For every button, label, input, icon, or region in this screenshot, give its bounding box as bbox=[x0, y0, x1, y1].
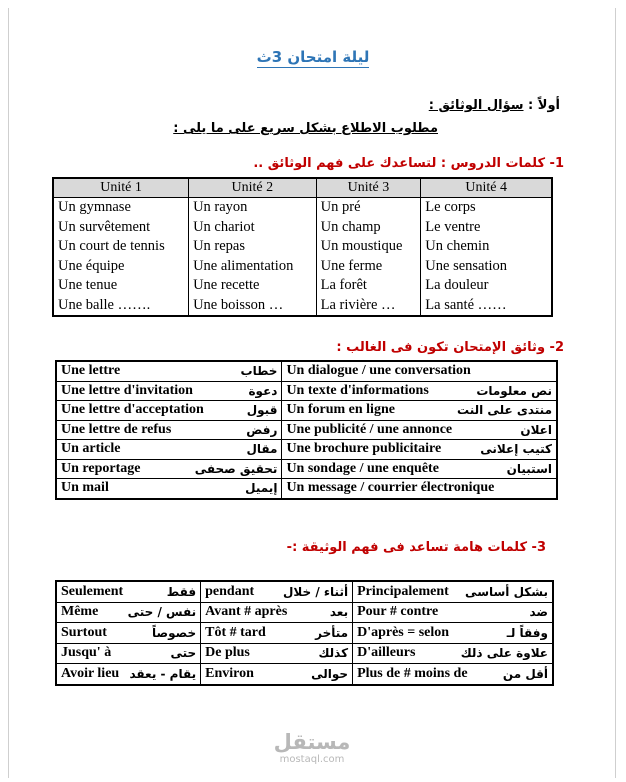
table-cell bbox=[282, 459, 557, 479]
arabic-term: خصوصاً bbox=[152, 625, 197, 640]
french-term: Un message / courrier électronique bbox=[286, 480, 495, 496]
arabic-term: فقط bbox=[166, 584, 197, 599]
table-cell bbox=[282, 361, 557, 381]
french-term: Un forum en ligne bbox=[286, 402, 395, 418]
french-term: De plus bbox=[205, 645, 250, 661]
arabic-term: أثناء / خلال bbox=[283, 584, 349, 599]
header-cell: Unité 2 bbox=[189, 178, 317, 198]
table-cell bbox=[56, 420, 282, 440]
table-cell bbox=[353, 581, 553, 602]
section-heading bbox=[429, 98, 560, 113]
arabic-term: قبول bbox=[246, 403, 278, 418]
table-cell bbox=[353, 643, 553, 664]
table-cell bbox=[282, 479, 557, 499]
french-term: Un dialogue / une conversation bbox=[286, 363, 471, 379]
table-cell: La rivière … bbox=[316, 296, 421, 317]
french-term: D'après = selon bbox=[357, 624, 450, 640]
french-term: pendant bbox=[205, 583, 255, 599]
table-row bbox=[53, 257, 552, 277]
instruction: مطلوب الاطلاع بشكل سريع على ما يلى : bbox=[173, 121, 438, 136]
table-cell bbox=[56, 361, 282, 381]
table-cell bbox=[56, 440, 282, 460]
arabic-term: منتدى على النت bbox=[457, 403, 552, 418]
table-cell bbox=[353, 602, 553, 623]
table-cell bbox=[56, 664, 201, 685]
table-cell: Une boisson … bbox=[189, 296, 317, 317]
french-term: Un sondage / une enquête bbox=[286, 460, 439, 476]
table-cell bbox=[201, 664, 353, 685]
table-cell: Une recette bbox=[189, 276, 317, 296]
table-row bbox=[53, 237, 552, 257]
table-cell bbox=[56, 623, 201, 644]
arabic-term: اعلان bbox=[520, 422, 552, 437]
table-row bbox=[56, 479, 557, 499]
arabic-term: رفض bbox=[246, 422, 278, 437]
table-cell bbox=[56, 459, 282, 479]
part3-heading: 3- كلمات هامة تساعد فى فهم الوثيقة :- bbox=[286, 540, 546, 555]
header-cell: Unité 3 bbox=[316, 178, 421, 198]
arabic-term: بعد bbox=[329, 605, 349, 620]
table-row bbox=[56, 623, 553, 644]
table-cell: Un gymnase bbox=[53, 198, 189, 218]
table-cell bbox=[353, 623, 553, 644]
french-term: Environ bbox=[205, 665, 254, 681]
table-cell: Un court de tennis bbox=[53, 237, 189, 257]
table-cell bbox=[201, 602, 353, 623]
table-cell: Une tenue bbox=[53, 276, 189, 296]
arabic-term: ضد bbox=[529, 605, 548, 620]
table-cell: Le ventre bbox=[421, 218, 552, 238]
arabic-term: استبيان bbox=[506, 461, 552, 476]
table-row bbox=[56, 361, 557, 381]
page-title: ليلة امتحان 3ث bbox=[256, 48, 370, 66]
table-cell: Une sensation bbox=[421, 257, 552, 277]
table-cell bbox=[282, 401, 557, 421]
table-cell: Un rayon bbox=[189, 198, 317, 218]
french-term: Pour # contre bbox=[357, 604, 439, 620]
arabic-term: نفس / حتى bbox=[127, 605, 197, 620]
table-row bbox=[53, 296, 552, 317]
arabic-term: نص معلومات bbox=[476, 383, 552, 398]
table-cell: Un champ bbox=[316, 218, 421, 238]
lesson-words-table bbox=[52, 177, 553, 317]
table-cell: Un pré bbox=[316, 198, 421, 218]
table-cell: La douleur bbox=[421, 276, 552, 296]
table-cell bbox=[56, 479, 282, 499]
table-row bbox=[56, 664, 553, 685]
table-row bbox=[56, 420, 557, 440]
table-cell bbox=[201, 581, 353, 602]
table-row bbox=[56, 459, 557, 479]
arabic-term: تحقيق صحفى bbox=[194, 461, 278, 476]
table-row bbox=[56, 643, 553, 664]
table-cell: Une alimentation bbox=[189, 257, 317, 277]
french-term: Une lettre de refus bbox=[61, 421, 172, 437]
table-cell bbox=[56, 401, 282, 421]
french-term: Une lettre d'acceptation bbox=[61, 402, 204, 418]
table-cell: Une ferme bbox=[316, 257, 421, 277]
table-cell: La forêt bbox=[316, 276, 421, 296]
part1-heading: 1- كلمات الدروس : لتساعدك على فهم الوثائق .. bbox=[253, 156, 564, 171]
table-cell bbox=[282, 420, 557, 440]
french-term: Une lettre bbox=[61, 363, 121, 379]
watermark-logo bbox=[270, 730, 354, 766]
arabic-term: وفقاً لـ bbox=[506, 625, 548, 640]
table-cell bbox=[56, 602, 201, 623]
table-header bbox=[53, 178, 552, 198]
arabic-term: إيميل bbox=[245, 481, 278, 496]
arabic-term: بشكل أساسى bbox=[465, 584, 548, 599]
table-row bbox=[53, 276, 552, 296]
section-main: سؤال الوثائق : bbox=[428, 98, 524, 113]
french-term: Seulement bbox=[61, 583, 124, 599]
french-term: Une publicité / une annonce bbox=[286, 421, 453, 437]
table-cell: Une balle ……. bbox=[53, 296, 189, 317]
table-cell bbox=[201, 623, 353, 644]
document-types-table bbox=[55, 360, 558, 500]
table-cell bbox=[353, 664, 553, 685]
french-term: Avant # après bbox=[205, 604, 288, 620]
french-term: Une lettre d'invitation bbox=[61, 382, 193, 398]
arabic-term: كذلك bbox=[318, 646, 349, 661]
french-term: Un texte d'informations bbox=[286, 382, 429, 398]
table-cell bbox=[56, 381, 282, 401]
table-cell: Un repas bbox=[189, 237, 317, 257]
arabic-term: دعوة bbox=[248, 383, 278, 398]
arabic-term: كتيب إعلانى bbox=[480, 442, 552, 457]
french-term: Surtout bbox=[61, 624, 107, 640]
table-row bbox=[53, 198, 552, 218]
french-term: Même bbox=[61, 604, 99, 620]
table-cell: Le corps bbox=[421, 198, 552, 218]
watermark-latin: mostaql.com bbox=[279, 754, 345, 765]
table-row bbox=[56, 401, 557, 421]
french-term: Jusqu' à bbox=[61, 645, 112, 661]
arabic-term: حوالى bbox=[311, 666, 349, 681]
key-words-table bbox=[55, 580, 554, 686]
arabic-term: مقال bbox=[246, 442, 278, 457]
watermark-arabic: مستقل bbox=[273, 730, 351, 754]
french-term: Un mail bbox=[61, 480, 109, 496]
table-cell bbox=[282, 440, 557, 460]
french-term: Tôt # tard bbox=[205, 624, 266, 640]
table-cell: Une équipe bbox=[53, 257, 189, 277]
table-cell bbox=[56, 581, 201, 602]
table-cell: Un survêtement bbox=[53, 218, 189, 238]
header-cell: Unité 1 bbox=[53, 178, 189, 198]
table-cell bbox=[56, 643, 201, 664]
french-term: Plus de # moins de bbox=[357, 665, 468, 681]
french-term: Une brochure publicitaire bbox=[286, 441, 442, 457]
arabic-term: خطاب bbox=[240, 364, 278, 379]
french-term: Un reportage bbox=[61, 460, 141, 476]
table-cell bbox=[282, 381, 557, 401]
header-cell: Unité 4 bbox=[421, 178, 552, 198]
table-cell: Un chariot bbox=[189, 218, 317, 238]
table-row bbox=[53, 218, 552, 238]
french-term: Principalement bbox=[357, 583, 449, 599]
part2-heading: 2- وثائق الإمتحان تكون فى الغالب : bbox=[336, 340, 564, 355]
table-row bbox=[56, 440, 557, 460]
table-row bbox=[56, 581, 553, 602]
table-cell: La santé …… bbox=[421, 296, 552, 317]
table-cell: Un chemin bbox=[421, 237, 552, 257]
arabic-term: علاوة على ذلك bbox=[460, 646, 548, 661]
section-prefix: أولاً : bbox=[528, 98, 560, 113]
arabic-term: أقل من bbox=[502, 666, 548, 681]
table-cell bbox=[201, 643, 353, 664]
french-term: D'ailleurs bbox=[357, 645, 416, 661]
french-term: Un article bbox=[61, 441, 121, 457]
table-row bbox=[56, 381, 557, 401]
table-cell: Un moustique bbox=[316, 237, 421, 257]
arabic-term: حتى bbox=[170, 646, 197, 661]
arabic-term: متأخر bbox=[315, 625, 349, 640]
table-row bbox=[56, 602, 553, 623]
french-term: Avoir lieu bbox=[61, 665, 120, 681]
arabic-term: يقام - يعقد bbox=[129, 666, 197, 681]
